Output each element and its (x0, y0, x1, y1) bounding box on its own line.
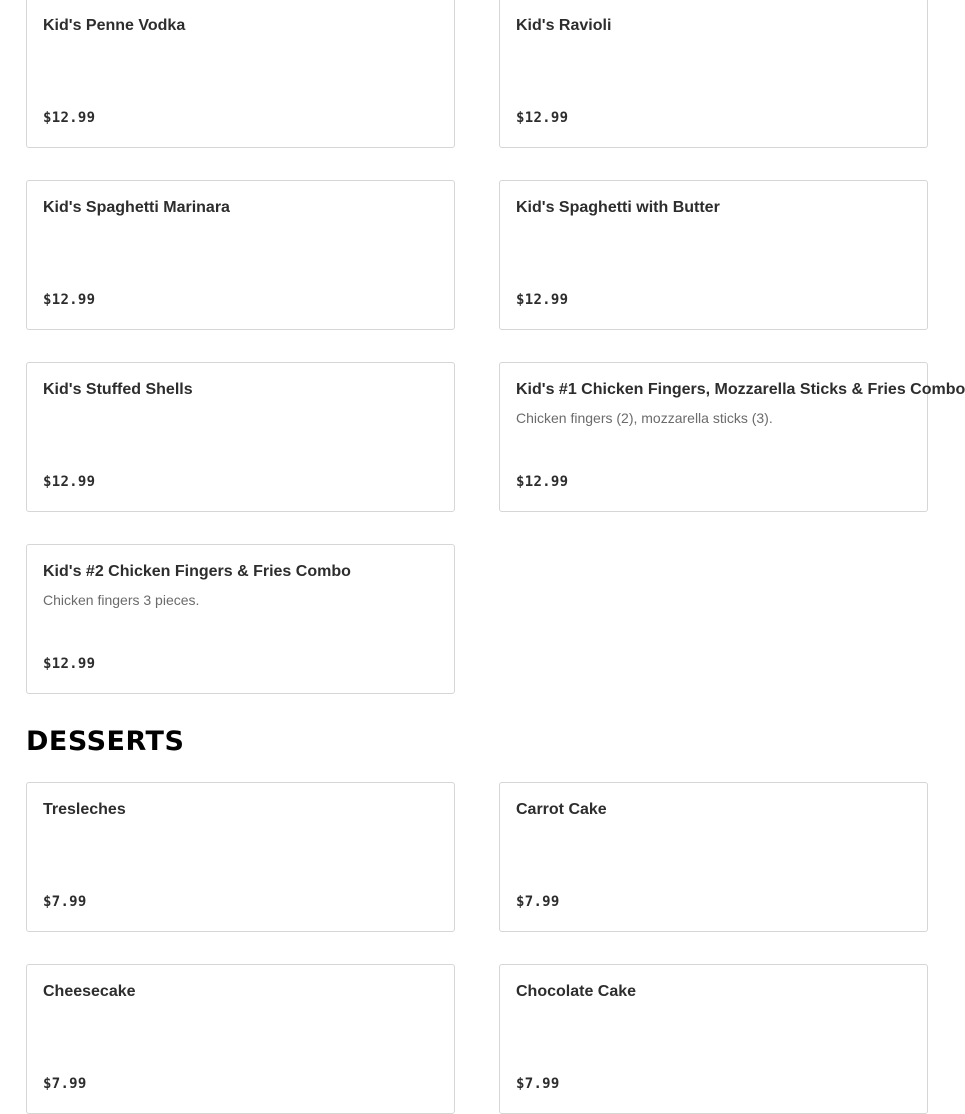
item-name: Kid's Spaghetti Marinara (43, 199, 230, 216)
item-name: Tresleches (43, 801, 126, 818)
menu-item-card[interactable] (26, 544, 455, 694)
item-name: Kid's Penne Vodka (43, 17, 186, 34)
item-description: Chicken fingers (2), mozzarella sticks (3). (516, 410, 773, 426)
item-name: Kid's Stuffed Shells (43, 381, 193, 398)
item-price: $7.99 (43, 894, 87, 910)
menu-item-card[interactable] (26, 0, 455, 148)
menu-item-card[interactable] (26, 782, 455, 932)
item-description: Chicken fingers 3 pieces. (43, 592, 200, 608)
menu-item-card[interactable] (499, 362, 965, 512)
item-name: Kid's #1 Chicken Fingers, Mozzarella Sticks & Fries Combo (516, 381, 965, 398)
item-price: $12.99 (516, 474, 569, 490)
item-name: Carrot Cake (516, 801, 607, 818)
section-title-desserts: DESSERTS (26, 726, 185, 757)
item-price: $7.99 (516, 894, 560, 910)
item-price: $12.99 (43, 292, 96, 308)
item-name: Kid's Spaghetti with Butter (516, 199, 720, 216)
item-price: $7.99 (43, 1076, 87, 1092)
item-name: Kid's #2 Chicken Fingers & Fries Combo (43, 563, 351, 580)
item-price: $12.99 (43, 110, 96, 126)
menu-item-card[interactable] (499, 964, 928, 1114)
item-price: $12.99 (516, 110, 569, 126)
item-name: Cheesecake (43, 983, 136, 1000)
menu-item-card[interactable] (499, 180, 928, 330)
item-name: Kid's Ravioli (516, 17, 612, 34)
item-price: $12.99 (43, 656, 96, 672)
menu-item-card[interactable] (499, 782, 928, 932)
menu-item-card[interactable] (26, 964, 455, 1114)
item-price: $7.99 (516, 1076, 560, 1092)
menu-item-card[interactable] (26, 362, 455, 512)
item-price: $12.99 (516, 292, 569, 308)
item-price: $12.99 (43, 474, 96, 490)
item-name: Chocolate Cake (516, 983, 637, 1000)
menu-item-card[interactable] (26, 180, 455, 330)
menu-item-card[interactable] (499, 0, 928, 148)
